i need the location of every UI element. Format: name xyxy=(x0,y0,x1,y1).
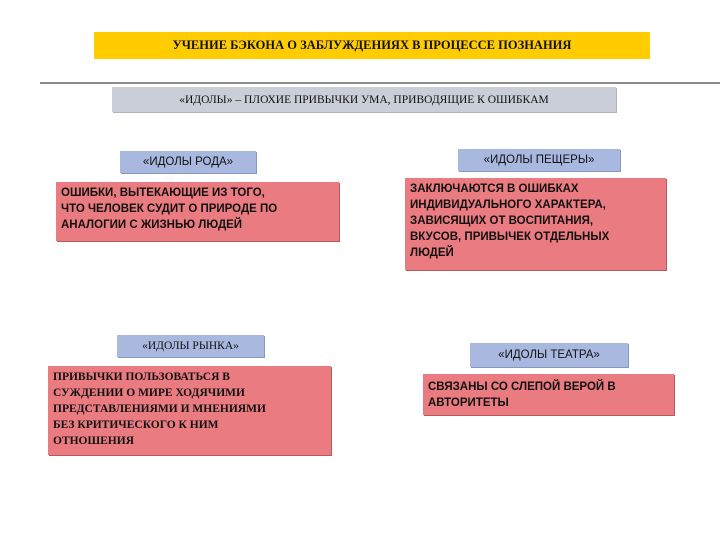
idols-peschery-line-4: ВКУСОВ, ПРИВЫЧЕК ОТДЕЛЬНЫХ xyxy=(410,231,610,243)
idols-rod-line-3: АНАЛОГИИ С ЖИЗНЬЮ ЛЮДЕЙ xyxy=(61,219,243,231)
idols-teatra-line-2: АВТОРИТЕТЫ xyxy=(428,397,509,409)
idols-peschery-card xyxy=(405,178,666,270)
idols-teatra-label: «ИДОЛЫ ТЕАТРА» xyxy=(470,343,628,367)
idols-peschery-line-1: ЗАКЛЮЧАЮТСЯ В ОШИБКАХ xyxy=(410,183,579,195)
idols-rynka-label: «ИДОЛЫ РЫНКА» xyxy=(117,335,264,357)
idols-rod-label: «ИДОЛЫ РОДА» xyxy=(120,151,256,173)
idols-rod-line-1: ОШИБКИ, ВЫТЕКАЮЩИЕ ИЗ ТОГО, xyxy=(61,187,265,199)
divider-line xyxy=(40,82,720,84)
idols-rynka-line-1: ПРИВЫЧКИ ПОЛЬЗОВАТЬСЯ В xyxy=(53,371,230,383)
idols-rod-line-2: ЧТО ЧЕЛОВЕК СУДИТ О ПРИРОДЕ ПО xyxy=(61,203,278,215)
idols-peschery-line-3: ЗАВИСЯЩИХ ОТ ВОСПИТАНИЯ, xyxy=(410,215,594,227)
idols-rod-card xyxy=(56,182,339,241)
diagram-subtitle: «ИДОЛЫ» – ПЛОХИЕ ПРИВЫЧКИ УМА, ПРИВОДЯЩИЕ К ОШИБКАМ xyxy=(112,87,616,112)
idols-teatra-card xyxy=(423,374,674,415)
idols-peschery-label: «ИДОЛЫ ПЕЩЕРЫ» xyxy=(458,149,620,171)
idols-teatra-line-1: СВЯЗАНЫ СО СЛЕПОЙ ВЕРОЙ В xyxy=(428,381,616,393)
idols-rynka-line-2: СУЖДЕНИИ О МИРЕ ХОДЯЧИМИ xyxy=(53,387,245,399)
diagram-title: УЧЕНИЕ БЭКОНА О ЗАБЛУЖДЕНИЯХ В ПРОЦЕССЕ ПОЗНАНИЯ xyxy=(94,32,650,59)
idols-peschery-line-2: ИНДИВИДУАЛЬНОГО ХАРАКТЕРА, xyxy=(410,199,606,211)
idols-rynka-line-3: ПРЕДСТАВЛЕНИЯМИ И МНЕНИЯМИ xyxy=(53,403,266,415)
idols-rynka-card xyxy=(48,366,331,455)
idols-peschery-line-5: ЛЮДЕЙ xyxy=(410,247,454,259)
idols-rynka-line-5: ОТНОШЕНИЯ xyxy=(53,435,134,447)
idols-rynka-line-4: БЕЗ КРИТИЧЕСКОГО К НИМ xyxy=(53,419,219,431)
